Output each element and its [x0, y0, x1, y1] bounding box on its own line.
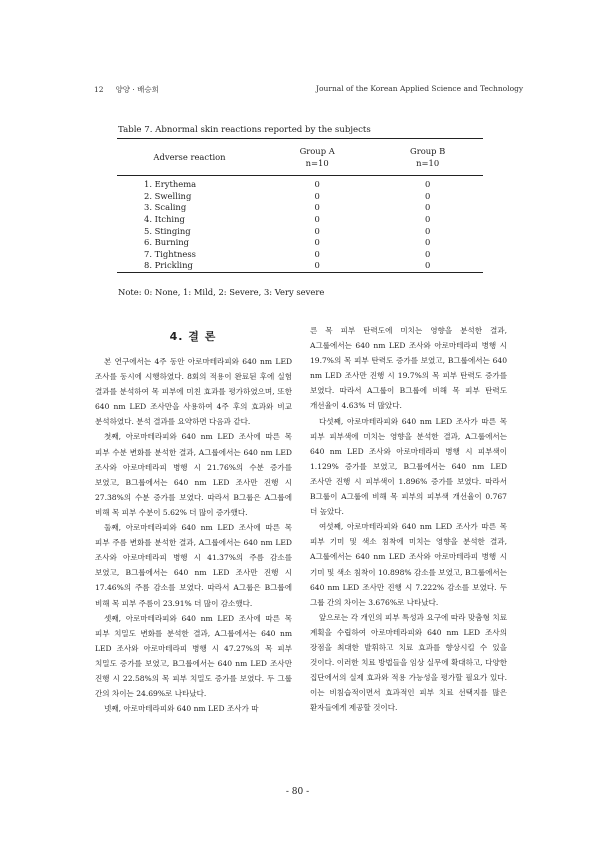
- reaction-cell: 2. Swelling: [144, 190, 192, 201]
- group-b-cell: 0: [424, 248, 431, 259]
- reaction-cell: 6. Burning: [144, 237, 190, 248]
- paragraph: 넷째, 아로마테라피와 640 nm LED 조사가 따: [104, 704, 259, 714]
- page-number-footer: - 80 -: [285, 787, 310, 797]
- reaction-cell: 7. Tightness: [144, 248, 196, 259]
- header-adverse-reaction: Adverse reaction: [153, 152, 226, 162]
- group-a-cell: 0: [314, 237, 320, 248]
- header-journal: Journal of the Korean Applied Science and Technology: [316, 84, 524, 93]
- table-row: [117, 176, 483, 191]
- paragraph: 본 연구에서는 4주 동안 아로마테라피와 640 nm LED 조사를 동시에 시행하였다. 8회의 적용이 완료된 후에 실험 결과를 분석하여 목 피부에 미친 효과를 평가하였으며, 또한 640 nm LED 조사만을 사용하여 4주 후의 효과와 비교 분석하였다. 분석 결과를 요약하면 다음과 같다.: [95, 357, 292, 427]
- left-column: [95, 354, 292, 716]
- group-a-cell: 0: [314, 248, 320, 259]
- reaction-cell: 1. Erythema: [144, 179, 197, 190]
- group-a-cell: 0: [314, 260, 320, 271]
- group-a-label: Group A: [299, 146, 335, 156]
- table-row: [117, 237, 483, 249]
- group-b-cell: 0: [424, 179, 431, 190]
- header-group-a: [262, 139, 372, 176]
- table-row: [117, 202, 483, 214]
- table-note: Note: 0: None, 1: Mild, 2: Severe, 3: Very severe: [118, 287, 325, 297]
- group-b-cell: 0: [424, 214, 431, 225]
- table-row: [117, 214, 483, 226]
- section-title: 4. 결 론: [169, 330, 217, 343]
- group-a-cell: 0: [314, 202, 320, 213]
- group-b-n: n=10: [416, 158, 440, 168]
- group-a-cell: 0: [314, 179, 320, 190]
- reaction-cell: 3. Scaling: [144, 202, 187, 213]
- group-a-n: n=10: [305, 158, 329, 168]
- header-group-b: [372, 139, 483, 176]
- table-header-row: [117, 139, 483, 176]
- table-row: [117, 225, 483, 237]
- table-row: [117, 249, 483, 261]
- group-a-cell: 0: [314, 225, 320, 236]
- table-body: [117, 176, 483, 273]
- paragraph: 앞으로는 각 개인의 피부 특성과 요구에 따라 맞춤형 치료 계획을 수립하여 아로마테라피와 640 nm LED 조사의 장점을 최대한 발휘하고 치료 효과를 향상시킬 수 있을 것이다. 이러한 치료 방법들을 임상 실무에 확대하고, 다양한 집단에서의 실제 효과와 적용 가능성을 평가할 필요가 있다. 이는 비침습적이면서 효과적인 피부 치료 선택지를 많은 환자들에게 제공할 것이다.: [310, 612, 507, 713]
- paragraph-continuation: 른 목 피부 탄력도에 미치는 영향을 분석한 결과, A그룹에서는 640 nm LED 조사와 아로마테라피 병행 시 19.7%의 목 피부 탄력도 증가를 보였고, B그룹에서는 640 nm LED 조사만 진행 시 19.7%의 목 피부 탄력도 증가를 보였다. 따라서 A그룹이 B그룹에 비해 목 피부 탄력도 개선율이 4.63% 더 많았다.: [310, 326, 507, 411]
- table-row: [117, 191, 483, 203]
- running-header-left: [94, 84, 159, 95]
- group-b-cell: 0: [424, 237, 431, 248]
- paragraph: 셋째, 아로마테라피와 640 nm LED 조사에 따른 목 피부 치밀도 변화를 분석한 결과, A그룹에서는 640 nm LED 조사와 아로마테라피 병행 시 47.27%의 목 피부 치밀도 증가를 보였고, B그룹에서는 640 nm LED 조사만 진행 시 22.58%의 목 피부 치밀도 증가를 보였다. 두 그룹 간의 차이는 24.69%로 나타났다.: [95, 613, 292, 699]
- group-b-cell: 0: [424, 202, 431, 213]
- reaction-cell: 5. Stinging: [144, 225, 191, 236]
- reaction-cell: 8. Prickling: [144, 260, 193, 271]
- paragraph: 둘째, 아로마테라피와 640 nm LED 조사에 따른 목 피부 주름 변화를 분석한 결과, A그룹에서는 640 nm LED 조사와 아로마테라피 병행 시 41.37%의 주름 감소를 보였고, B그룹에서는 640 nm LED 조사만 진행 시 17.46%의 주름 감소를 보였다. 따라서 A그룹은 B그룹에 비해 목 피부 주름이 23.91% 더 많이 감소했다.: [95, 523, 292, 608]
- header-page-number: 12: [94, 85, 104, 94]
- paragraph: 다섯째, 아로마테라피와 640 nm LED 조사가 따른 목 피부 피부색에 미치는 영향을 분석한 결과, A그룹에서는 640 nm LED 조사와 아로마테라피 병행 시 피부색이 1.129% 증가를 보였고, B그룹에서는 640 nm LED 조사만 진행 시 피부색이 1.896% 증가를 보였다. 따라서 B그룹이 A그룹에 비해 목 피부의 피부색 개선율이 0.767 더 높았다.: [310, 416, 507, 517]
- paragraph: 여섯째, 아로마테라피와 640 nm LED 조사가 따른 목 피부 기미 및 색소 침착에 미치는 영향을 분석한 결과, A그룹에서는 640 nm LED 조사와 아로마테라피 병행 시 기미 및 색소 침착이 10.898% 감소를 보였고, B그룹에서는 640 nm LED 조사만 진행 시 7.222% 감소를 보였다. 두 그룹 간의 차이는 3.676%로 나타났다.: [310, 522, 507, 607]
- reaction-cell: 4. Itching: [144, 214, 185, 225]
- group-b-cell: 0: [424, 260, 431, 271]
- table-caption: Table 7. Abnormal skin reactions reported by the subjects: [118, 125, 371, 135]
- group-b-cell: 0: [424, 225, 431, 236]
- group-a-cell: 0: [314, 190, 320, 201]
- right-column: [310, 323, 507, 715]
- group-a-cell: 0: [314, 214, 320, 225]
- group-b-label: Group B: [410, 146, 446, 156]
- group-b-cell: 0: [424, 190, 431, 201]
- paragraph: 첫째, 아로마테라피와 640 nm LED 조사에 따른 목 피부 수분 변화를 분석한 결과, A그룹에서는 640 nm LED 조사와 아로마테라피 병행 시 21.76%의 수분 증가를 보였고, B그룹에서는 640 nm LED 조사만 진행 시 27.38%의 수분 증가를 보였다. 따라서 B그룹은 A그룹에 비해 목 피부 수분이 5.62% 더 많이 증가했다.: [95, 432, 292, 517]
- adverse-reaction-table: [117, 138, 483, 273]
- table-row: [117, 260, 483, 272]
- running-header-right: [316, 84, 524, 93]
- header-authors: 양양 · 배승희: [115, 85, 159, 94]
